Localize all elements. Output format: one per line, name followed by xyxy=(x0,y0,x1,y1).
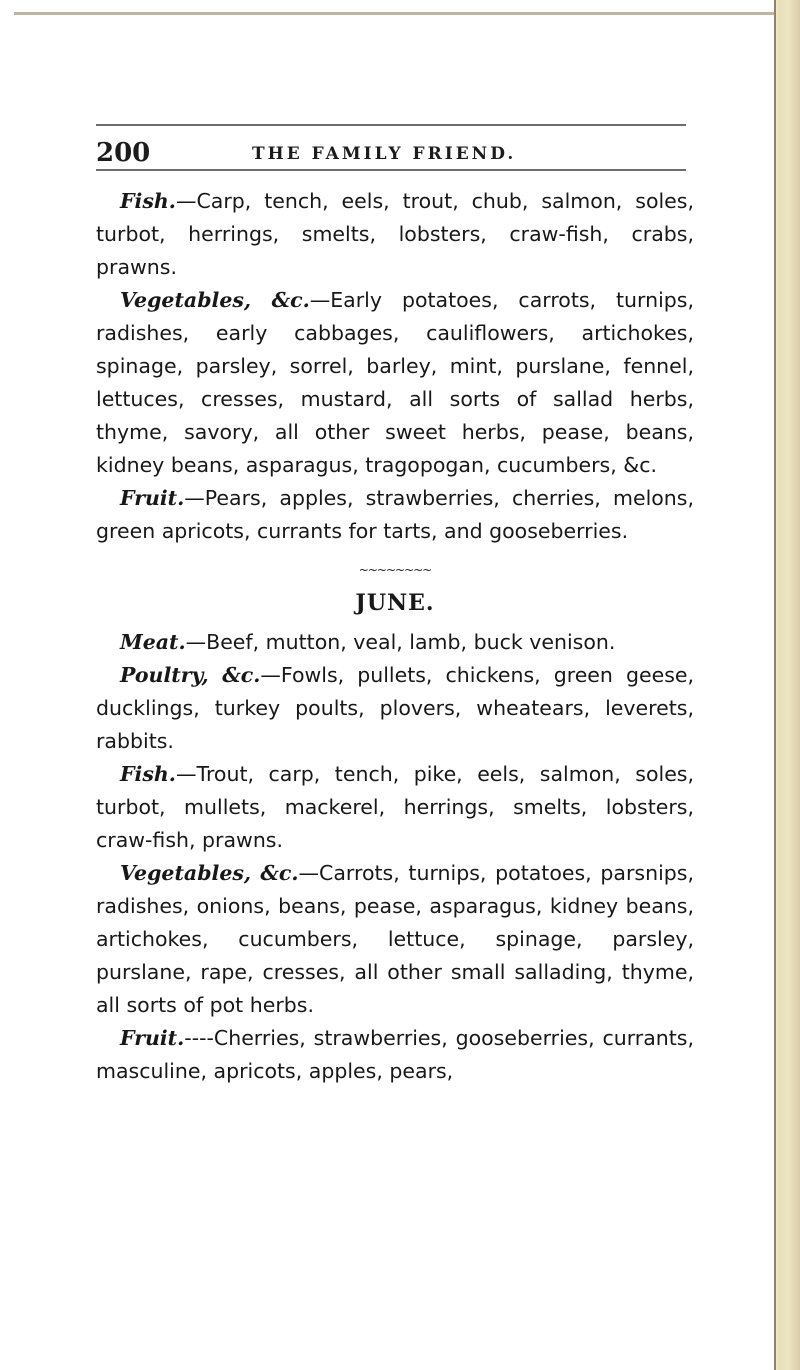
entry-text: ----Cherries, strawberries, gooseberries, currants, masculine, apricots, apples, pears, xyxy=(96,1026,694,1083)
entry-text: —Pears, apples, strawberries, cherries, melons, green apricots, currants for tarts, and gooseberries. xyxy=(96,486,694,543)
entry-category: Poultry, &c. xyxy=(120,663,261,687)
entry-text: —Beef, mutton, veal, lamb, buck venison. xyxy=(185,630,616,654)
june-section xyxy=(96,588,694,1088)
entry-category: Fish. xyxy=(120,189,176,213)
entry-text: —Carp, tench, eels, trout, chub, salmon, soles, turbot, herrings, smelts, lobsters, craw-fish, crabs, prawns. xyxy=(96,189,694,279)
entry-text: —Early potatoes, carrots, turnips, radishes, early cabbages, cauliflowers, artichokes, spinage, parsley, sorrel, barley, mint, purslane, fennel, lettuces, cresses, mustard, all sorts of sallad herbs, thyme, savory, all other sweet herbs, pease, beans, kidney beans, asparagus, tragopogan, cucumbers, &c. xyxy=(96,288,695,477)
june-meat-entry xyxy=(96,626,694,659)
entry-category: Fish. xyxy=(120,762,176,786)
may-fish-entry xyxy=(96,185,694,284)
entry-text: —Fowls, pullets, chickens, green geese, ducklings, turkey poults, plovers, wheatears, leverets, rabbits. xyxy=(96,663,695,753)
entry-category: Fruit. xyxy=(120,486,185,510)
section-ornament: ~~~~~~~~ xyxy=(358,563,432,577)
page-number: 200 xyxy=(96,138,151,168)
page-edge-line xyxy=(774,0,776,1370)
page-content xyxy=(96,185,694,1088)
june-poultry-entry xyxy=(96,659,694,758)
may-vegetables-entry xyxy=(96,284,694,482)
entry-category: Meat. xyxy=(120,630,186,654)
entry-category: Fruit. xyxy=(120,1026,185,1050)
june-fruit-entry xyxy=(96,1022,694,1088)
june-fish-entry xyxy=(96,758,694,857)
header-rule-bottom xyxy=(96,169,686,171)
entry-text: —Trout, carp, tench, pike, eels, salmon, soles, turbot, mullets, mackerel, herrings, smelts, lobsters, craw-fish, prawns. xyxy=(96,762,694,852)
entry-category: Vegetables, &c. xyxy=(120,288,310,312)
may-fruit-entry xyxy=(96,482,694,548)
page-edge xyxy=(774,0,800,1370)
top-rule xyxy=(14,12,774,15)
june-vegetables-entry xyxy=(96,857,694,1022)
entry-category: Vegetables, &c. xyxy=(120,861,299,885)
page-header xyxy=(96,138,696,170)
month-heading: JUNE. xyxy=(355,590,435,616)
entry-text: —Carrots, turnips, potatoes, parsnips, radishes, onions, beans, pease, asparagus, kidney beans, artichokes, cucumbers, lettuce, spinage, parsley, purslane, rape, cresses, all other small sallading, thyme, all sorts of pot herbs. xyxy=(96,861,694,1017)
header-rule-top xyxy=(96,124,686,126)
may-section xyxy=(96,185,694,548)
running-title: THE FAMILY FRIEND. xyxy=(252,144,517,164)
